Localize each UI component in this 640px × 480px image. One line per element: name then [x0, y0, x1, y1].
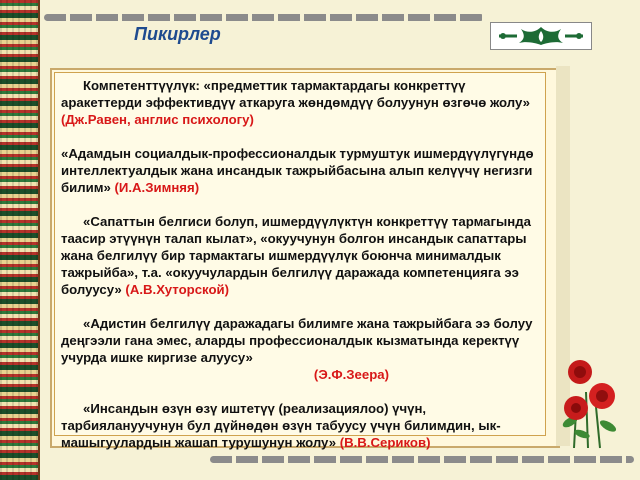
quote-5-source: (В.В.Сериков) [339, 435, 431, 450]
quote-4-source: (Э.Ф.Зеера) [313, 367, 389, 382]
quote-2-source: (И.А.Зимняя) [114, 180, 200, 195]
bottom-decorative-bar [210, 456, 634, 463]
top-decorative-bar [44, 14, 484, 21]
quote-1: Компетенттүүлүк: «предметтик тармактардагы конкреттүү аракеттерди эффективдүү аткаруга жөндөмдүү болуунун өзгөчө жолу» (Дж.Равен, англис психологу) [61, 78, 530, 127]
quote-5: «Инсандын өзүн өзү иштетүү (реализациялоо) үчүн, тарбиялануучунун бул дүйнөдөн өзүн табуусу үчүн билимдин, ык-машыгуулардын жашап турушунун жолу» (В.В.Сериков) [61, 401, 501, 450]
quote-3: «Сапаттын белгиси болуп, ишмердүүлүктүн конкреттүү тармагында таасир этүүнүн талап кылат», «окуучунун болгон инсандык сапаттары жана белгилүү бир тармактагы ишмердүүлүк боюнча минималдык тажрыйба», т.а. «окуучулардын белгилүү даражада компетенцияга ээ болуусу» (А.В.Хуторской) [61, 214, 531, 297]
ornament-left-border [0, 0, 40, 480]
quote-1-source: (Дж.Равен, англис психологу) [61, 112, 254, 127]
quote-4: «Адистин белгилүү даражадагы билимге жана тажрыйбага ээ болуу деңгээли гана эмес, аларды профессионалдык кызматында керектүү учурда ишке киргизе алуусу» [61, 316, 533, 365]
quote-3-source: (А.В.Хуторской) [125, 282, 230, 297]
quotes-textbox [54, 72, 546, 450]
quote-2: «Адамдын социалдык-профессионалдык турмуштук ишмердүүлүгүндө интеллектуалдык жана инсандык тажрыйбасына алып келүүчү негизги билим» (И.А.Зимняя) [61, 146, 534, 195]
page-title: Пикирлер [134, 24, 221, 44]
roses-icon [556, 352, 626, 450]
ornament-emblem-icon [490, 22, 592, 50]
